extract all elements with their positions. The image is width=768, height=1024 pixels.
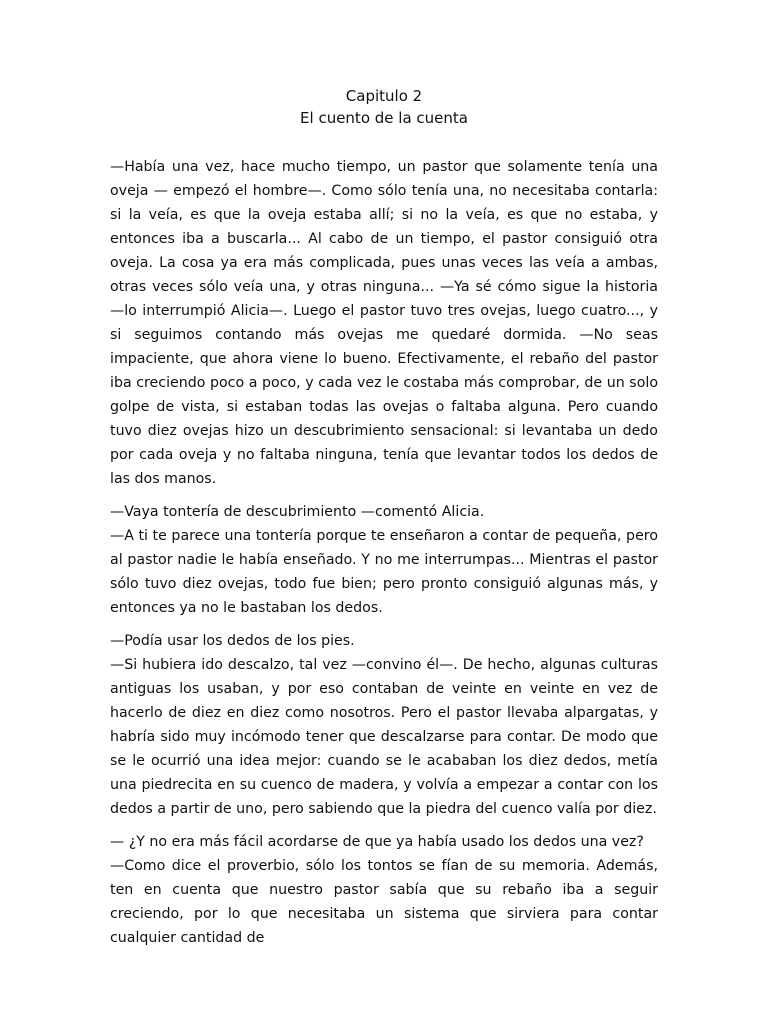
paragraph: —A ti te parece una tontería porque te enseñaron a contar de pequeña, pero al pastor nadie le había enseñado. Y no me interrumpas... Mientras el pastor sólo tuvo diez ovejas, todo fue bien; pero pronto consiguió algunas más, y entonces ya no le bastaban los dedos. xyxy=(110,528,658,616)
paragraph: —Había una vez, hace mucho tiempo, un pastor que solamente tenía una oveja — empezó el hombre—. Como sólo tenía una, no necesitaba contarla: si la veía, es que la oveja estaba allí; si no la veía, es que no estaba, y entonces iba a buscarla... Al cabo de un tiempo, el pastor consiguió otra oveja. La cosa ya era más complicada, pues unas veces las veía a ambas, otras veces sólo veía una, y otras ninguna... —Ya sé cómo sigue la historia —lo interrumpió Alicia—. Luego el pastor tuvo tres ovejas, luego cuatro..., y si seguimos contando más ovejas me quedaré dormida. —No seas impaciente, que ahora viene lo bueno. Efectivamente, el rebaño del pastor iba creciendo poco a poco, y cada vez le costaba más comprobar, de un solo golpe de vista, si estaban todas las ovejas o faltaba alguna. Pero cuando tuvo diez ovejas hizo un descubrimiento sensacional: si levantaba un dedo por cada oveja y no faltaba ninguna, tenía que levantar todos los dedos de las dos manos. xyxy=(110,159,658,487)
chapter-title: El cuento de la cuenta xyxy=(300,109,468,127)
paragraph: — ¿Y no era más fácil acordarse de que ya había usado los dedos una vez? xyxy=(110,834,644,850)
chapter-number: Capitulo 2 xyxy=(345,87,423,105)
paragraph: —Podía usar los dedos de los pies. xyxy=(110,633,355,649)
paragraph: —Vaya tontería de descubrimiento —comentó Alicia. xyxy=(110,504,485,520)
paragraph: —Si hubiera ido descalzo, tal vez —convino él—. De hecho, algunas culturas antiguas los usaban, y por eso contaban de veinte en veinte en vez de hacerlo de diez en diez como nosotros. Pero el pastor llevaba alpargatas, y habría sido muy incómodo tener que descalzarse para contar. De modo que se le ocurrió una idea mejor: cuando se le acababan los diez dedos, metía una piedrecita en su cuenco de madera, y volvía a empezar a contar con los dedos a partir de uno, pero sabiendo que la piedra del cuenco valía por diez. xyxy=(110,657,658,817)
paragraph: —Como dice el proverbio, sólo los tontos se fían de su memoria. Además, ten en cuenta que nuestro pastor sabía que su rebaño iba a seguir creciendo, por lo que necesitaba un sistema que sirviera para contar cualquier cantidad de xyxy=(110,858,658,946)
document-body xyxy=(110,155,658,950)
